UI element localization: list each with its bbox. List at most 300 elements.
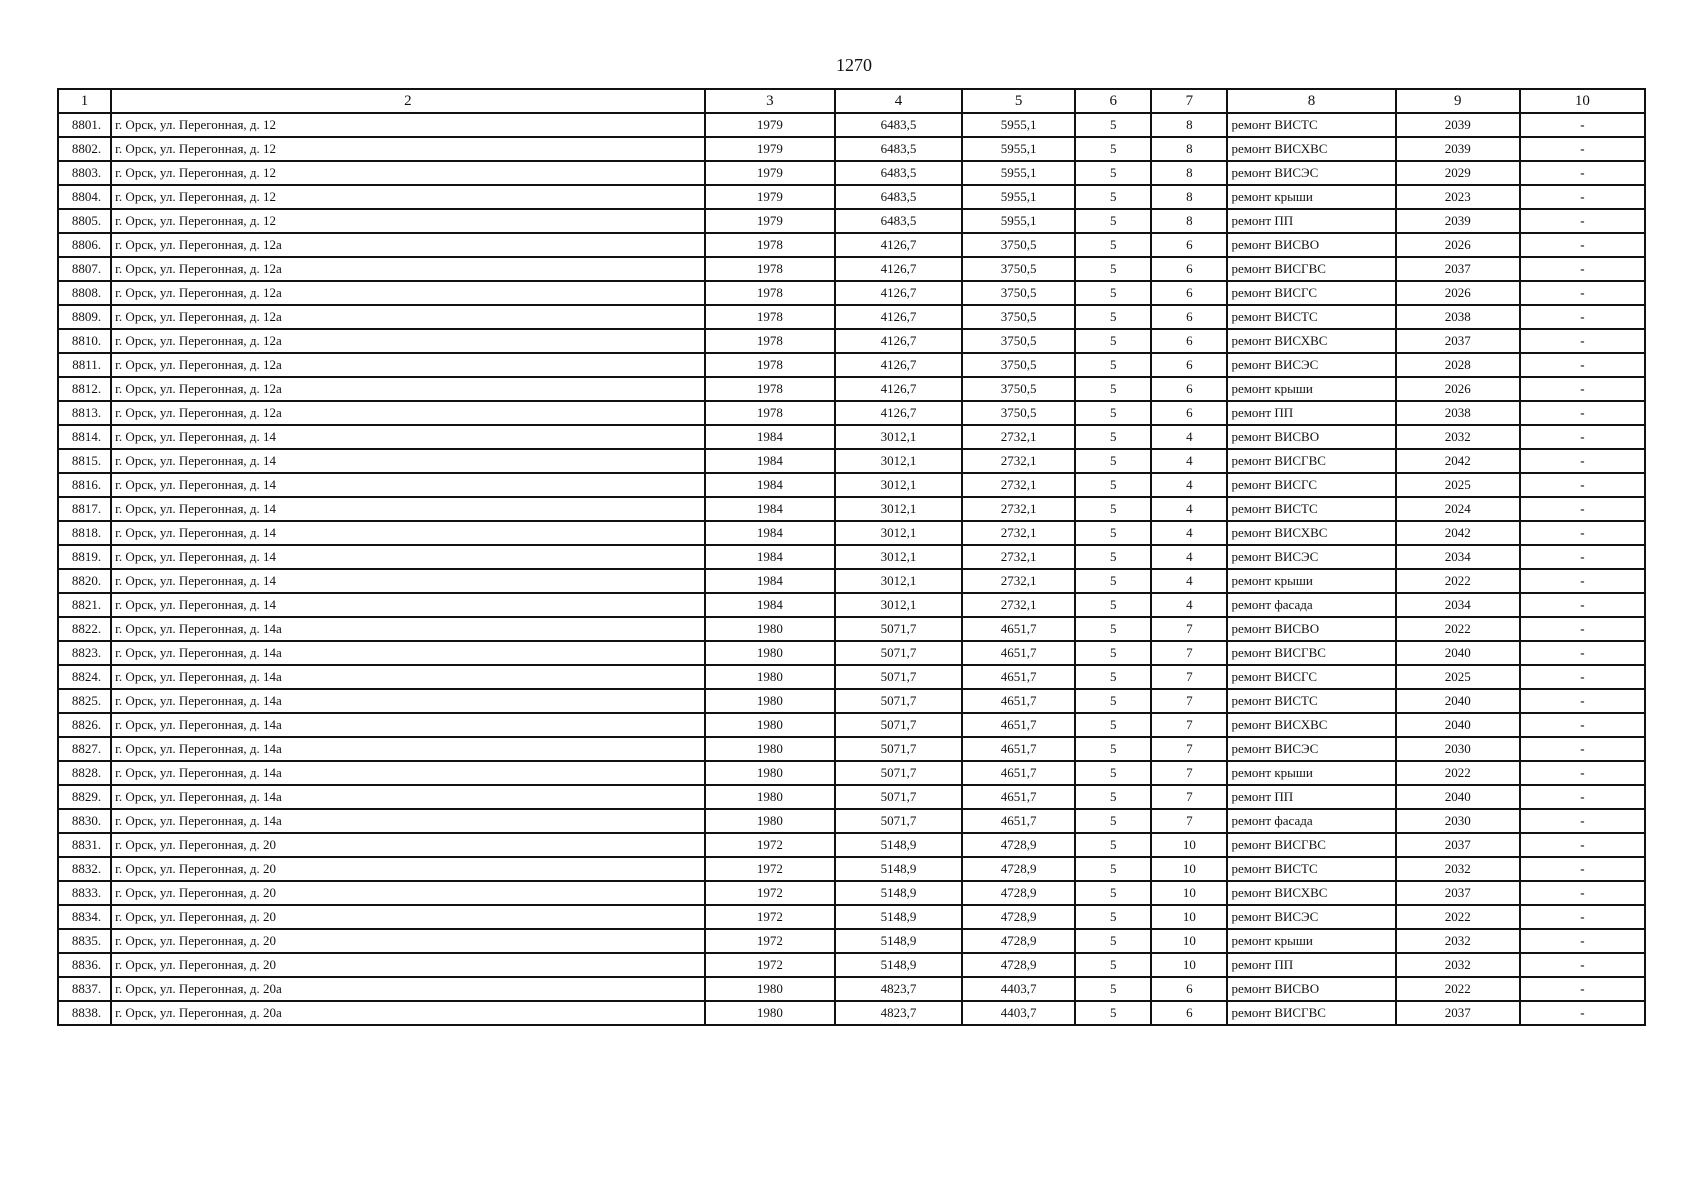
table-row	[58, 881, 1645, 905]
floors-cell: 5	[1075, 113, 1151, 137]
table-row	[58, 689, 1645, 713]
living-area-cell: 4728,9	[962, 905, 1075, 929]
table-row	[58, 977, 1645, 1001]
work-type-cell: ремонт ВИСХВС	[1227, 521, 1395, 545]
floors-cell: 5	[1075, 977, 1151, 1001]
address-cell: г. Орск, ул. Перегонная, д. 14а	[111, 689, 705, 713]
table-row	[58, 1001, 1645, 1025]
row-number-cell: 8803.	[58, 161, 111, 185]
table-row	[58, 353, 1645, 377]
living-area-cell: 4651,7	[962, 761, 1075, 785]
total-area-cell: 5071,7	[835, 641, 962, 665]
address-cell: г. Орск, ул. Перегонная, д. 20а	[111, 1001, 705, 1025]
table-row	[58, 401, 1645, 425]
entrances-cell: 4	[1151, 497, 1227, 521]
entrances-cell: 6	[1151, 305, 1227, 329]
planned-year-cell: 2040	[1396, 713, 1520, 737]
entrances-cell: 7	[1151, 761, 1227, 785]
planned-year-cell: 2025	[1396, 665, 1520, 689]
work-type-cell: ремонт ВИСВО	[1227, 617, 1395, 641]
floors-cell: 5	[1075, 1001, 1151, 1025]
address-cell: г. Орск, ул. Перегонная, д. 12а	[111, 353, 705, 377]
work-type-cell: ремонт ПП	[1227, 401, 1395, 425]
year-cell: 1979	[705, 161, 835, 185]
planned-year-cell: 2022	[1396, 569, 1520, 593]
work-type-cell: ремонт ПП	[1227, 209, 1395, 233]
planned-year-cell: 2037	[1396, 257, 1520, 281]
planned-year-cell: 2039	[1396, 113, 1520, 137]
living-area-cell: 4728,9	[962, 857, 1075, 881]
year-cell: 1978	[705, 377, 835, 401]
row-number-cell: 8838.	[58, 1001, 111, 1025]
row-number-cell: 8827.	[58, 737, 111, 761]
entrances-cell: 7	[1151, 665, 1227, 689]
table-row	[58, 377, 1645, 401]
row-number-cell: 8817.	[58, 497, 111, 521]
year-cell: 1984	[705, 449, 835, 473]
planned-year-cell: 2023	[1396, 185, 1520, 209]
row-number-cell: 8807.	[58, 257, 111, 281]
work-type-cell: ремонт ВИСЭС	[1227, 545, 1395, 569]
total-area-cell: 6483,5	[835, 209, 962, 233]
work-type-cell: ремонт ВИСХВС	[1227, 881, 1395, 905]
row-number-cell: 8828.	[58, 761, 111, 785]
living-area-cell: 4651,7	[962, 785, 1075, 809]
living-area-cell: 5955,1	[962, 209, 1075, 233]
planned-year-cell: 2037	[1396, 1001, 1520, 1025]
living-area-cell: 5955,1	[962, 161, 1075, 185]
address-cell: г. Орск, ул. Перегонная, д. 12а	[111, 233, 705, 257]
note-cell: -	[1520, 1001, 1645, 1025]
address-cell: г. Орск, ул. Перегонная, д. 20	[111, 905, 705, 929]
note-cell: -	[1520, 233, 1645, 257]
table-row	[58, 857, 1645, 881]
year-cell: 1979	[705, 185, 835, 209]
living-area-cell: 5955,1	[962, 137, 1075, 161]
floors-cell: 5	[1075, 737, 1151, 761]
floors-cell: 5	[1075, 305, 1151, 329]
table-row	[58, 737, 1645, 761]
address-cell: г. Орск, ул. Перегонная, д. 14а	[111, 737, 705, 761]
floors-cell: 5	[1075, 953, 1151, 977]
total-area-cell: 6483,5	[835, 113, 962, 137]
table-row	[58, 545, 1645, 569]
address-cell: г. Орск, ул. Перегонная, д. 14	[111, 497, 705, 521]
work-type-cell: ремонт крыши	[1227, 929, 1395, 953]
year-cell: 1979	[705, 113, 835, 137]
address-cell: г. Орск, ул. Перегонная, д. 14	[111, 521, 705, 545]
year-cell: 1980	[705, 689, 835, 713]
row-number-cell: 8805.	[58, 209, 111, 233]
table-row	[58, 569, 1645, 593]
address-cell: г. Орск, ул. Перегонная, д. 12а	[111, 377, 705, 401]
address-cell: г. Орск, ул. Перегонная, д. 20	[111, 857, 705, 881]
total-area-cell: 6483,5	[835, 185, 962, 209]
row-number-cell: 8808.	[58, 281, 111, 305]
living-area-cell: 4651,7	[962, 641, 1075, 665]
note-cell: -	[1520, 425, 1645, 449]
address-cell: г. Орск, ул. Перегонная, д. 14	[111, 569, 705, 593]
table-row	[58, 113, 1645, 137]
note-cell: -	[1520, 833, 1645, 857]
floors-cell: 5	[1075, 857, 1151, 881]
row-number-cell: 8835.	[58, 929, 111, 953]
entrances-cell: 10	[1151, 857, 1227, 881]
entrances-cell: 8	[1151, 137, 1227, 161]
total-area-cell: 3012,1	[835, 521, 962, 545]
note-cell: -	[1520, 353, 1645, 377]
work-type-cell: ремонт ВИСГВС	[1227, 641, 1395, 665]
living-area-cell: 2732,1	[962, 569, 1075, 593]
year-cell: 1978	[705, 305, 835, 329]
planned-year-cell: 2030	[1396, 809, 1520, 833]
living-area-cell: 3750,5	[962, 233, 1075, 257]
total-area-cell: 4126,7	[835, 233, 962, 257]
row-number-cell: 8830.	[58, 809, 111, 833]
floors-cell: 5	[1075, 641, 1151, 665]
floors-cell: 5	[1075, 665, 1151, 689]
entrances-cell: 10	[1151, 833, 1227, 857]
table-row	[58, 521, 1645, 545]
total-area-cell: 3012,1	[835, 449, 962, 473]
total-area-cell: 6483,5	[835, 137, 962, 161]
table-row	[58, 665, 1645, 689]
total-area-cell: 6483,5	[835, 161, 962, 185]
work-type-cell: ремонт ВИСГС	[1227, 281, 1395, 305]
planned-year-cell: 2040	[1396, 641, 1520, 665]
entrances-cell: 10	[1151, 953, 1227, 977]
address-cell: г. Орск, ул. Перегонная, д. 14а	[111, 641, 705, 665]
row-number-cell: 8829.	[58, 785, 111, 809]
total-area-cell: 5071,7	[835, 809, 962, 833]
row-number-cell: 8825.	[58, 689, 111, 713]
total-area-cell: 3012,1	[835, 593, 962, 617]
floors-cell: 5	[1075, 617, 1151, 641]
address-cell: г. Орск, ул. Перегонная, д. 14	[111, 593, 705, 617]
address-cell: г. Орск, ул. Перегонная, д. 12а	[111, 257, 705, 281]
floors-cell: 5	[1075, 233, 1151, 257]
table-row	[58, 905, 1645, 929]
note-cell: -	[1520, 881, 1645, 905]
entrances-cell: 8	[1151, 161, 1227, 185]
floors-cell: 5	[1075, 761, 1151, 785]
work-type-cell: ремонт крыши	[1227, 761, 1395, 785]
entrances-cell: 6	[1151, 401, 1227, 425]
entrances-cell: 7	[1151, 737, 1227, 761]
address-cell: г. Орск, ул. Перегонная, д. 14	[111, 449, 705, 473]
row-number-cell: 8818.	[58, 521, 111, 545]
row-number-cell: 8832.	[58, 857, 111, 881]
planned-year-cell: 2026	[1396, 377, 1520, 401]
work-type-cell: ремонт ВИСЭС	[1227, 905, 1395, 929]
entrances-cell: 8	[1151, 185, 1227, 209]
table-row	[58, 329, 1645, 353]
note-cell: -	[1520, 209, 1645, 233]
planned-year-cell: 2034	[1396, 545, 1520, 569]
note-cell: -	[1520, 305, 1645, 329]
note-cell: -	[1520, 641, 1645, 665]
entrances-cell: 6	[1151, 377, 1227, 401]
total-area-cell: 3012,1	[835, 425, 962, 449]
table-row	[58, 833, 1645, 857]
column-header: 4	[835, 89, 962, 113]
work-type-cell: ремонт ВИСТС	[1227, 857, 1395, 881]
year-cell: 1972	[705, 953, 835, 977]
row-number-cell: 8804.	[58, 185, 111, 209]
row-number-cell: 8801.	[58, 113, 111, 137]
planned-year-cell: 2040	[1396, 785, 1520, 809]
year-cell: 1978	[705, 281, 835, 305]
planned-year-cell: 2038	[1396, 401, 1520, 425]
work-type-cell: ремонт ВИСГВС	[1227, 833, 1395, 857]
note-cell: -	[1520, 569, 1645, 593]
planned-year-cell: 2022	[1396, 905, 1520, 929]
living-area-cell: 2732,1	[962, 497, 1075, 521]
entrances-cell: 7	[1151, 785, 1227, 809]
table-row	[58, 785, 1645, 809]
planned-year-cell: 2038	[1396, 305, 1520, 329]
table-row	[58, 281, 1645, 305]
entrances-cell: 6	[1151, 353, 1227, 377]
planned-year-cell: 2032	[1396, 953, 1520, 977]
work-type-cell: ремонт ВИСХВС	[1227, 713, 1395, 737]
note-cell: -	[1520, 737, 1645, 761]
living-area-cell: 4728,9	[962, 881, 1075, 905]
planned-year-cell: 2037	[1396, 833, 1520, 857]
planned-year-cell: 2025	[1396, 473, 1520, 497]
work-type-cell: ремонт ВИСТС	[1227, 113, 1395, 137]
floors-cell: 5	[1075, 713, 1151, 737]
work-type-cell: ремонт ВИСТС	[1227, 305, 1395, 329]
entrances-cell: 4	[1151, 521, 1227, 545]
work-type-cell: ремонт ПП	[1227, 785, 1395, 809]
work-type-cell: ремонт ВИСВО	[1227, 233, 1395, 257]
note-cell: -	[1520, 161, 1645, 185]
total-area-cell: 3012,1	[835, 569, 962, 593]
note-cell: -	[1520, 497, 1645, 521]
floors-cell: 5	[1075, 137, 1151, 161]
year-cell: 1979	[705, 209, 835, 233]
note-cell: -	[1520, 449, 1645, 473]
row-number-cell: 8810.	[58, 329, 111, 353]
table-row	[58, 137, 1645, 161]
work-type-cell: ремонт ВИСГС	[1227, 473, 1395, 497]
row-number-cell: 8802.	[58, 137, 111, 161]
note-cell: -	[1520, 137, 1645, 161]
address-cell: г. Орск, ул. Перегонная, д. 12а	[111, 329, 705, 353]
planned-year-cell: 2022	[1396, 977, 1520, 1001]
year-cell: 1972	[705, 881, 835, 905]
living-area-cell: 2732,1	[962, 449, 1075, 473]
row-number-cell: 8833.	[58, 881, 111, 905]
floors-cell: 5	[1075, 929, 1151, 953]
address-cell: г. Орск, ул. Перегонная, д. 20	[111, 953, 705, 977]
table-row	[58, 497, 1645, 521]
living-area-cell: 3750,5	[962, 281, 1075, 305]
table-row	[58, 161, 1645, 185]
row-number-cell: 8831.	[58, 833, 111, 857]
total-area-cell: 4126,7	[835, 305, 962, 329]
work-type-cell: ремонт ВИСГВС	[1227, 257, 1395, 281]
column-header: 9	[1396, 89, 1520, 113]
living-area-cell: 2732,1	[962, 545, 1075, 569]
planned-year-cell: 2042	[1396, 449, 1520, 473]
entrances-cell: 6	[1151, 281, 1227, 305]
living-area-cell: 5955,1	[962, 113, 1075, 137]
living-area-cell: 3750,5	[962, 401, 1075, 425]
entrances-cell: 6	[1151, 977, 1227, 1001]
entrances-cell: 6	[1151, 329, 1227, 353]
floors-cell: 5	[1075, 257, 1151, 281]
total-area-cell: 4126,7	[835, 257, 962, 281]
table-row	[58, 209, 1645, 233]
total-area-cell: 5071,7	[835, 737, 962, 761]
column-header: 1	[58, 89, 111, 113]
work-type-cell: ремонт ВИСХВС	[1227, 137, 1395, 161]
floors-cell: 5	[1075, 689, 1151, 713]
work-type-cell: ремонт крыши	[1227, 377, 1395, 401]
entrances-cell: 8	[1151, 209, 1227, 233]
address-cell: г. Орск, ул. Перегонная, д. 20	[111, 929, 705, 953]
total-area-cell: 5148,9	[835, 881, 962, 905]
living-area-cell: 3750,5	[962, 377, 1075, 401]
address-cell: г. Орск, ул. Перегонная, д. 12а	[111, 281, 705, 305]
total-area-cell: 3012,1	[835, 497, 962, 521]
year-cell: 1978	[705, 401, 835, 425]
row-number-cell: 8837.	[58, 977, 111, 1001]
living-area-cell: 4651,7	[962, 809, 1075, 833]
row-number-cell: 8819.	[58, 545, 111, 569]
row-number-cell: 8813.	[58, 401, 111, 425]
total-area-cell: 5071,7	[835, 785, 962, 809]
note-cell: -	[1520, 545, 1645, 569]
row-number-cell: 8811.	[58, 353, 111, 377]
year-cell: 1984	[705, 497, 835, 521]
floors-cell: 5	[1075, 545, 1151, 569]
year-cell: 1978	[705, 233, 835, 257]
year-cell: 1972	[705, 833, 835, 857]
note-cell: -	[1520, 857, 1645, 881]
row-number-cell: 8816.	[58, 473, 111, 497]
address-cell: г. Орск, ул. Перегонная, д. 12	[111, 137, 705, 161]
row-number-cell: 8809.	[58, 305, 111, 329]
floors-cell: 5	[1075, 569, 1151, 593]
total-area-cell: 5071,7	[835, 665, 962, 689]
row-number-cell: 8820.	[58, 569, 111, 593]
work-type-cell: ремонт ВИСВО	[1227, 977, 1395, 1001]
table-row	[58, 713, 1645, 737]
floors-cell: 5	[1075, 209, 1151, 233]
entrances-cell: 10	[1151, 929, 1227, 953]
address-cell: г. Орск, ул. Перегонная, д. 14а	[111, 713, 705, 737]
column-header: 3	[705, 89, 835, 113]
living-area-cell: 4403,7	[962, 977, 1075, 1001]
row-number-cell: 8812.	[58, 377, 111, 401]
planned-year-cell: 2039	[1396, 209, 1520, 233]
note-cell: -	[1520, 713, 1645, 737]
table-row	[58, 185, 1645, 209]
work-type-cell: ремонт ВИСТС	[1227, 689, 1395, 713]
address-cell: г. Орск, ул. Перегонная, д. 12а	[111, 401, 705, 425]
floors-cell: 5	[1075, 281, 1151, 305]
living-area-cell: 3750,5	[962, 329, 1075, 353]
total-area-cell: 4126,7	[835, 401, 962, 425]
table-header-row	[58, 89, 1645, 113]
note-cell: -	[1520, 377, 1645, 401]
address-cell: г. Орск, ул. Перегонная, д. 14а	[111, 809, 705, 833]
address-cell: г. Орск, ул. Перегонная, д. 20	[111, 881, 705, 905]
note-cell: -	[1520, 761, 1645, 785]
entrances-cell: 7	[1151, 809, 1227, 833]
total-area-cell: 5148,9	[835, 857, 962, 881]
year-cell: 1980	[705, 737, 835, 761]
note-cell: -	[1520, 689, 1645, 713]
entrances-cell: 4	[1151, 569, 1227, 593]
table-row	[58, 425, 1645, 449]
total-area-cell: 4126,7	[835, 281, 962, 305]
note-cell: -	[1520, 401, 1645, 425]
work-type-cell: ремонт ПП	[1227, 953, 1395, 977]
total-area-cell: 5148,9	[835, 953, 962, 977]
table-row	[58, 641, 1645, 665]
year-cell: 1972	[705, 929, 835, 953]
total-area-cell: 4823,7	[835, 1001, 962, 1025]
total-area-cell: 5071,7	[835, 617, 962, 641]
address-cell: г. Орск, ул. Перегонная, д. 14а	[111, 617, 705, 641]
note-cell: -	[1520, 665, 1645, 689]
entrances-cell: 4	[1151, 545, 1227, 569]
living-area-cell: 4651,7	[962, 689, 1075, 713]
total-area-cell: 5148,9	[835, 833, 962, 857]
entrances-cell: 6	[1151, 1001, 1227, 1025]
floors-cell: 5	[1075, 497, 1151, 521]
planned-year-cell: 2040	[1396, 689, 1520, 713]
living-area-cell: 4728,9	[962, 929, 1075, 953]
planned-year-cell: 2039	[1396, 137, 1520, 161]
entrances-cell: 6	[1151, 257, 1227, 281]
table-row	[58, 761, 1645, 785]
entrances-cell: 6	[1151, 233, 1227, 257]
year-cell: 1984	[705, 545, 835, 569]
planned-year-cell: 2026	[1396, 233, 1520, 257]
work-type-cell: ремонт ВИСВО	[1227, 425, 1395, 449]
living-area-cell: 2732,1	[962, 593, 1075, 617]
row-number-cell: 8824.	[58, 665, 111, 689]
floors-cell: 5	[1075, 377, 1151, 401]
living-area-cell: 4651,7	[962, 713, 1075, 737]
floors-cell: 5	[1075, 521, 1151, 545]
entrances-cell: 10	[1151, 905, 1227, 929]
floors-cell: 5	[1075, 833, 1151, 857]
table-body	[58, 113, 1645, 1025]
address-cell: г. Орск, ул. Перегонная, д. 12	[111, 185, 705, 209]
note-cell: -	[1520, 905, 1645, 929]
row-number-cell: 8834.	[58, 905, 111, 929]
floors-cell: 5	[1075, 329, 1151, 353]
entrances-cell: 10	[1151, 881, 1227, 905]
address-cell: г. Орск, ул. Перегонная, д. 14	[111, 473, 705, 497]
address-cell: г. Орск, ул. Перегонная, д. 20	[111, 833, 705, 857]
total-area-cell: 3012,1	[835, 545, 962, 569]
living-area-cell: 4651,7	[962, 665, 1075, 689]
floors-cell: 5	[1075, 449, 1151, 473]
row-number-cell: 8821.	[58, 593, 111, 617]
planned-year-cell: 2028	[1396, 353, 1520, 377]
row-number-cell: 8836.	[58, 953, 111, 977]
year-cell: 1984	[705, 425, 835, 449]
work-type-cell: ремонт ВИСГВС	[1227, 1001, 1395, 1025]
note-cell: -	[1520, 617, 1645, 641]
